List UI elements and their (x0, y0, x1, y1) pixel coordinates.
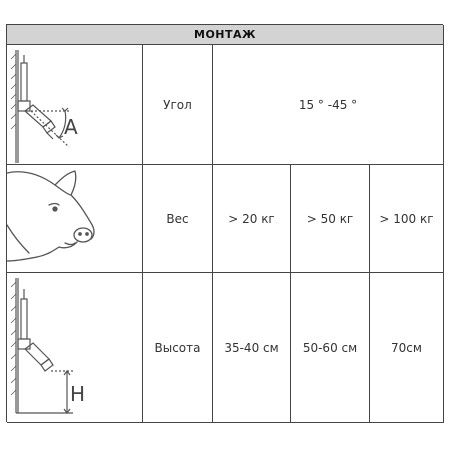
pipe-angle-icon (7, 45, 142, 164)
table-title: МОНТАЖ (7, 25, 444, 45)
height-value-1: 35-40 см (213, 273, 291, 423)
weight-value-3: > 100 кг (370, 165, 444, 273)
angle-label-a: A (64, 115, 78, 139)
angle-diagram (7, 45, 143, 165)
height-value-3: 70см (370, 273, 444, 423)
weight-value-2: > 50 кг (291, 165, 370, 273)
height-label-h: H (70, 382, 86, 406)
row-label-height: Высота (143, 273, 213, 423)
height-value-2: 50-60 см (291, 273, 370, 423)
pig-image (7, 165, 143, 273)
angle-value: 15 ° -45 ° (213, 45, 444, 165)
weight-value-1: > 20 кг (213, 165, 291, 273)
row-label-angle: Угол (143, 45, 213, 165)
pig-head-icon (7, 165, 142, 272)
mounting-table (6, 24, 443, 422)
row-label-weight: Вес (143, 165, 213, 273)
